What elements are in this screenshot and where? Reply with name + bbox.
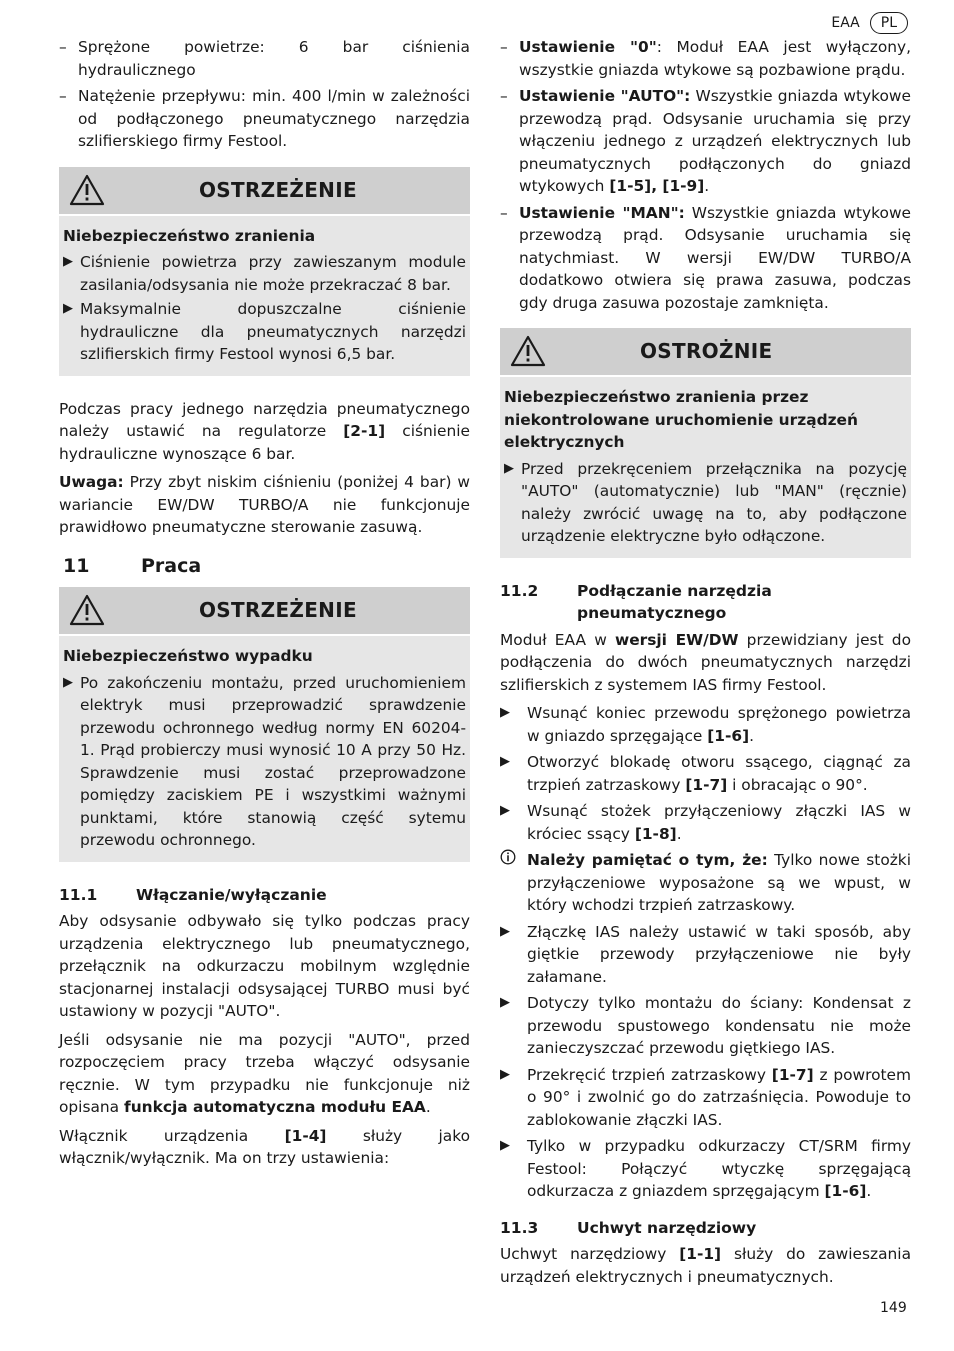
note-item: Należy pamiętać o tym, że: Tylko nowe stożki przyłączeniowe wyposażone są we wpust, w który wchodzi trzpień zatrzaskowy. [500, 849, 911, 917]
info-icon [500, 849, 527, 917]
paragraph: Moduł EAA w wersji EW/DW przewidziany jest do podłączenia do dwóch pneumatycznych narzędzi szlifierskich z systemem IAS firmy Festool. [500, 630, 911, 694]
triangle-bullet-icon: ▶ [500, 1138, 510, 1153]
list-item: ▶ Wsunąć koniec przewodu sprężonego powietrza w gniazdo sprzęgające [1-6]. [500, 702, 911, 747]
triangle-bullet-icon: ▶ [500, 995, 510, 1010]
warning-triangle-icon [509, 334, 547, 368]
list-item: ▶ Złączkę IAS należy ustawić w taki sposób, aby giętkie przewody przyłączeniowe nie były załamane. [500, 921, 911, 989]
warning-subtitle: Niebezpieczeństwo wypadku [63, 647, 313, 665]
caution-title: OSTROŻNIE [640, 339, 773, 363]
paragraph: Uchwyt narzędziowy [1-1] służy do zawieszania urządzeń elektrycznych i pneumatycznych. [500, 1245, 911, 1286]
warning-box [59, 167, 470, 376]
triangle-bullet-icon: ▶ [63, 254, 73, 269]
page-header [831, 12, 908, 35]
list-item: – Ustawienie "0": Moduł EAA jest wyłączony, wszystkie gniazda wtykowe są pozbawione prądu. [500, 38, 911, 79]
list-item: – Natężenie przepływu: min. 400 l/min w zależności od podłączonego pneumatycznego narzędzia szlifierskiego firmy Festool. [59, 87, 470, 150]
list-item: ▶ Dotyczy tylko montażu do ściany: Kondensat z przewodu spustowego kondensatu nie może zanieczyszczać przewodu giętkiego IAS. [500, 992, 911, 1060]
list-item: ▶ Tylko w przypadku odkurzaczy CT/SRM firmy Festool: Połączyć wtyczkę sprzęgającą odkurzacza z gniazdem sprzęgającym [1-6]. [500, 1135, 911, 1203]
warning-header [59, 167, 470, 216]
list-item: ▶ Przed przekręceniem przełącznika na pozycję "AUTO" (automatycznie) lub "MAN" (ręcznie) należy zwrócić uwagę na to, aby podłączone urządzenie elektryczne było odłączone. [504, 458, 907, 548]
subsection-heading: 11.1 Włączanie/wyłączanie [59, 885, 327, 904]
list-item: – Ustawienie "MAN": Wszystkie gniazda wtykowe przewodzą prąd. Odsysanie uruchamia się natychmiast. W wersji EW/DW TURBO/A dodatkowo otwiera się prawa zasuwa, podczas gdy druga zasuwa pozostaje zamknięta. [500, 203, 911, 312]
warning-triangle-icon [68, 173, 106, 207]
triangle-bullet-icon: ▶ [504, 460, 514, 476]
paragraph: Uwaga: Przy zbyt niskim ciśnieniu (poniżej 4 bar) w wariancie EW/DW TURBO/A nie funkcjonuje prawidłowo pneumatyczne sterowanie zasuwą. [59, 473, 470, 536]
paragraph: Aby odsysanie odbywało się tylko podczas pracy urządzenia elektrycznego lub pneumatycznego, przełącznik na odkurzaczu mobilnym względnie stacjonarnej instalacji odsysającej TURBO musi być ustawiony w pozycji "AUTO". [59, 912, 470, 1020]
section-heading: 11 Praca [63, 554, 202, 577]
product-label: EAA [831, 15, 860, 31]
caution-box [500, 328, 911, 558]
caution-header [500, 328, 911, 377]
warning-header [59, 587, 470, 636]
triangle-bullet-icon: ▶ [500, 754, 510, 769]
warning-triangle-icon [68, 593, 106, 627]
list-item: – Sprężone powietrze: 6 bar ciśnienia hydraulicznego [59, 38, 470, 79]
list-item: ▶ Otworzyć blokadę otworu ssącego, ciągnąć za trzpień zatrzaskowy [1-7] i obracając o 90°. [500, 751, 911, 796]
language-badge: PL [870, 12, 908, 34]
list-item: ▶ Maksymalnie dopuszczalne ciśnienie hydrauliczne dla pneumatycznych narzędzi szlifierskich firmy Festool wynosi 6,5 bar. [63, 298, 466, 366]
triangle-bullet-icon: ▶ [63, 301, 73, 316]
warning-title: OSTRZEŻENIE [199, 177, 357, 202]
warning-box [59, 587, 470, 862]
triangle-bullet-icon: ▶ [63, 674, 73, 690]
subsection-heading: 11.2 Podłączanie narzędzia pneumatycznego [500, 581, 772, 622]
list-item: – Ustawienie "AUTO": Wszystkie gniazda wtykowe przewodzą prąd. Odsysanie uruchamia się przy włączeniu jednego z urządzeń elektrycznych lub pneumatycznych podłączonych do gniazd wtykowych [1-5], [1-9]. [500, 87, 911, 195]
subsection-heading: 11.3 Uchwyt narzędziowy [500, 1218, 757, 1237]
list-item: ▶ Wsunąć stożek przyłączeniowy złączki IAS w króciec ssący [1-8]. [500, 800, 911, 845]
caution-subtitle: Niebezpieczeństwo zranienia przez niekontrolowane uruchomienie urządzeń elektrycznych [504, 388, 858, 451]
list-item: ▶ Przekręcić trzpień zatrzaskowy [1-7] z powrotem o 90° i zwolnić go do zatrzaśnięcia. Powoduje to zablokowanie złączki IAS. [500, 1064, 911, 1132]
right-column [500, 36, 911, 1294]
triangle-bullet-icon: ▶ [500, 1066, 510, 1082]
paragraph: Włącznik urządzenia [1-4] służy jako włącznik/wyłącznik. Ma on trzy ustawienia: [59, 1126, 470, 1167]
triangle-bullet-icon: ▶ [500, 803, 510, 818]
warning-title: OSTRZEŻENIE [199, 598, 357, 622]
triangle-bullet-icon: ▶ [500, 705, 510, 720]
list-item: ▶ Ciśnienie powietrza przy zawieszanym module zasilania/odsysania nie może przekraczać 8 bar. [63, 251, 466, 296]
left-column [59, 36, 470, 1176]
paragraph: Podczas pracy jednego narzędzia pneumatycznego należy ustawić na regulatorze [2-1] ciśnienie hydrauliczne wynoszące 6 bar. [59, 399, 470, 463]
warning-subtitle: Niebezpieczeństwo zranienia [63, 226, 316, 245]
page-number: 149 [880, 1300, 907, 1316]
list-item: ▶ Po zakończeniu montażu, przed uruchomieniem elektryk musi przeprowadzić sprawdzenie przewodu ochronnego według normy EN 60204-1. Prąd probierczy musi wynosić 10 A przy 50 Hz. Sprawdzenie musi zostać przeprowadzone pomiędzy zaciskiem PE i wszystkimi ważnymi punktami, które stanowią część sytemu przewodu ochronnego. [63, 672, 466, 852]
triangle-bullet-icon: ▶ [500, 923, 510, 939]
paragraph: Jeśli odsysanie nie ma pozycji "AUTO", przed rozpoczęciem pracy trzeba włączyć odsysanie ręcznie. W tym przypadku nie funkcjonuje niż opisana funkcja automatyczna modułu EAA. [59, 1030, 470, 1116]
